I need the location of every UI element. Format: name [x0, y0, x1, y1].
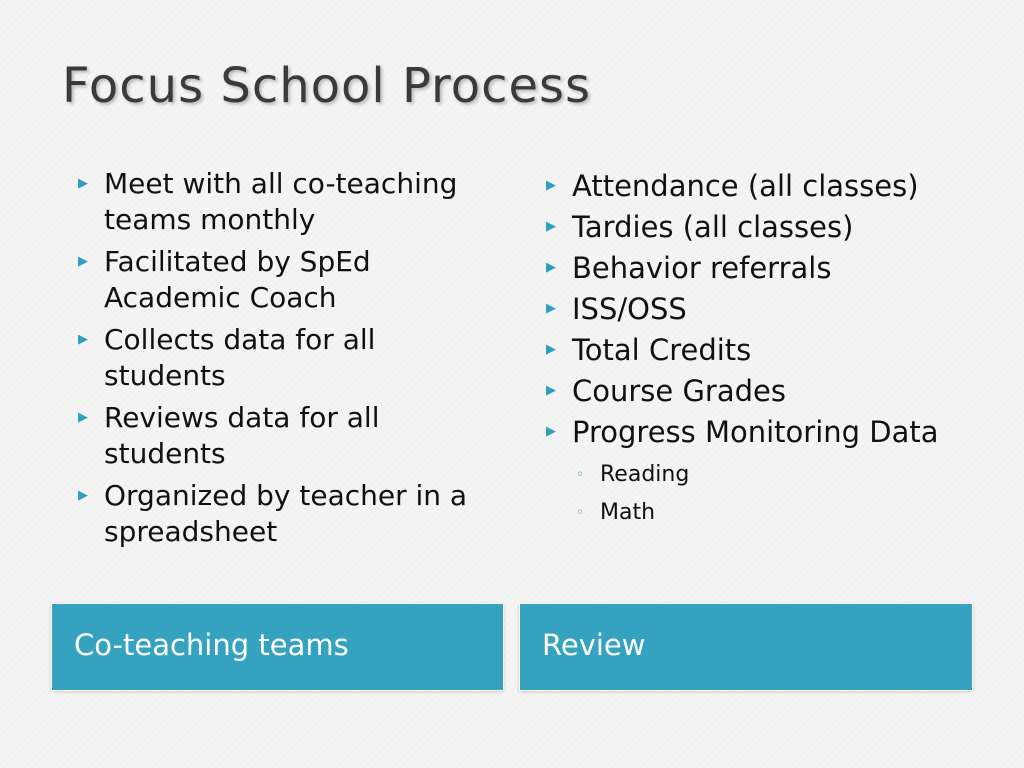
triangle-bullet-icon: ▶	[78, 176, 88, 191]
list-item: ▶ Tardies (all classes)	[544, 207, 984, 247]
triangle-bullet-icon: ▶	[546, 342, 556, 357]
list-item: ▶ Attendance (all classes)	[544, 166, 984, 206]
triangle-bullet-icon: ▶	[546, 178, 556, 193]
list-item: ▶ Collects data for all students	[78, 323, 376, 392]
list-item: ▶ Reviews data for all students	[78, 401, 380, 470]
review-heading: Review	[520, 604, 972, 690]
sub-list-item: ◦ Math	[572, 494, 984, 532]
triangle-bullet-icon: ▶	[546, 383, 556, 398]
triangle-bullet-icon: ▶	[78, 410, 88, 425]
list-item: ▶ Progress Monitoring Data ◦ Reading ◦ Math	[544, 412, 984, 532]
triangle-bullet-icon: ▶	[546, 424, 556, 439]
list-item: ▶ Course Grades	[544, 371, 984, 411]
co-teaching-teams-heading: Co-teaching teams	[52, 604, 503, 690]
triangle-bullet-icon: ▶	[546, 219, 556, 234]
circle-bullet-icon: ◦	[576, 505, 585, 521]
list-item: ▶ Organized by teacher in a spreadsheet	[78, 479, 468, 548]
triangle-bullet-icon: ▶	[78, 488, 88, 503]
slide-title: Focus School Process	[62, 58, 592, 114]
triangle-bullet-icon: ▶	[78, 332, 88, 347]
right-bullet-list	[544, 166, 984, 533]
list-item: ▶ ISS/OSS	[544, 289, 984, 329]
list-item: ▶ Meet with all co-teaching teams monthly	[78, 167, 458, 236]
triangle-bullet-icon: ▶	[546, 301, 556, 316]
triangle-bullet-icon: ▶	[78, 254, 88, 269]
sub-list-item: ◦ Reading	[572, 456, 984, 494]
sub-bullet-list	[572, 456, 984, 532]
list-item: ▶ Total Credits	[544, 330, 984, 370]
list-item: ▶ Behavior referrals	[544, 248, 984, 288]
circle-bullet-icon: ◦	[576, 467, 585, 483]
list-item: ▶ Facilitated by SpEd Academic Coach	[78, 245, 371, 314]
left-bullet-list	[76, 166, 486, 556]
triangle-bullet-icon: ▶	[546, 260, 556, 275]
